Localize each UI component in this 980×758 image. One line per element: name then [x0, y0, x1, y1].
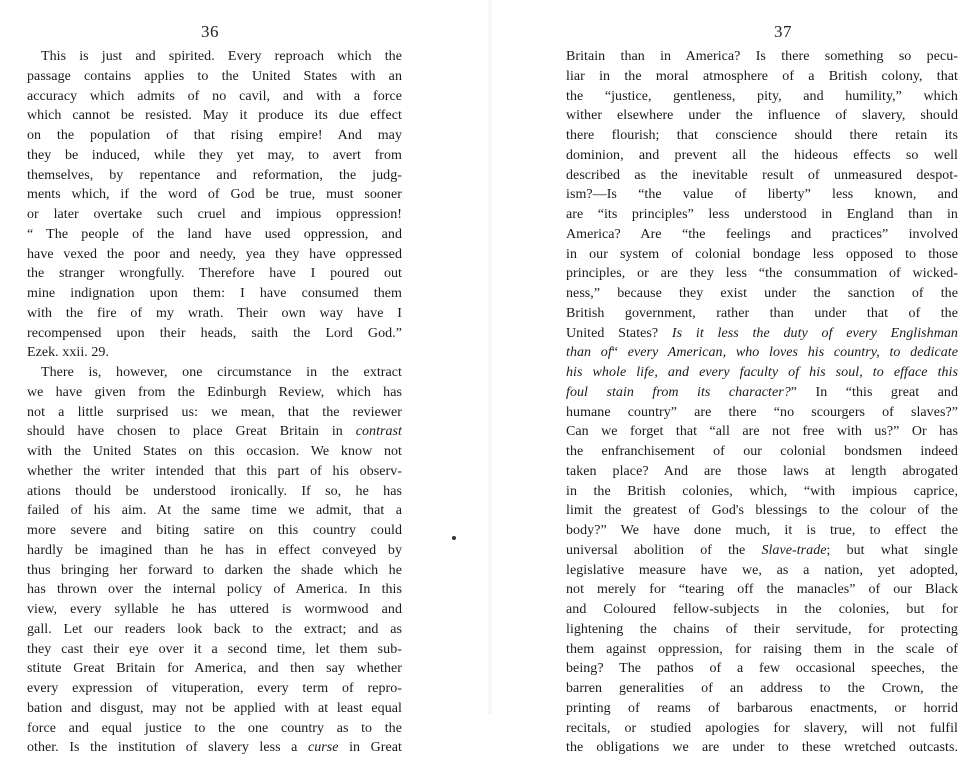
right-text-line: [566, 363, 958, 383]
left-text-line: every expression of vituperation, every term of repro-: [27, 681, 402, 696]
italic-text-run: than of: [566, 345, 612, 361]
right-text-line: the “justice, gentleness, pity, and humility,” which: [566, 88, 958, 104]
italic-text-run: foul stain from its character?: [566, 384, 791, 400]
left-text-line: passage contains applies to the United States with an: [27, 68, 402, 84]
left-text-line: gall. Let our readers look back to the extract; and as: [27, 621, 402, 637]
left-text-line: which cannot be resisted. May it produce its due effect: [27, 108, 402, 124]
right-text-line: there flourish; that conscience should there retain its: [566, 128, 958, 143]
right-text-line: them against oppression, for raising them in the scale of: [566, 641, 958, 657]
text-run: United States?: [566, 325, 672, 341]
right-text-line: barren generalities of an address to the Crown, the: [566, 681, 958, 696]
left-text-line: thus bringing her forward to darken the shade which he: [27, 562, 402, 578]
text-run: should have chosen to place Great Britain in: [27, 424, 356, 440]
left-text-line: This is just and spirited. Every reproach which the: [41, 49, 402, 64]
italic-text-run: every American, who loves his country, to dedicate: [627, 345, 958, 361]
left-text-line: There is, however, one circumstance in the extract: [41, 365, 402, 380]
right-text-line: the obligations we are under to these wretched outcasts.: [566, 740, 958, 756]
text-run: ; but what single: [826, 542, 958, 558]
left-text-line: has thrown over the internal policy of America. In this: [27, 582, 402, 598]
right-text-line: Can we forget that “all are not free with us?” Or has: [566, 424, 958, 440]
left-page: [0, 0, 490, 756]
text-run: other. Is the institution of slavery less a: [27, 740, 308, 756]
left-text-line: not a little surprised us: we mean, that the reviewer: [27, 404, 402, 420]
left-text-line: the stranger wrongfully. Therefore have I poured out: [27, 266, 402, 282]
right-text-line: principles, or are they less “the consummation of wicked-: [566, 266, 958, 282]
left-text-line: [27, 422, 402, 442]
right-text-line: ness,” because they exist under the sanction of the: [566, 286, 958, 301]
right-text-line: not merely for “tearing off the manacles” of our Black: [566, 582, 958, 598]
right-text-line: [566, 324, 958, 344]
right-text-line: [566, 383, 958, 403]
left-text-line: bation and disgust, may not be applied with at least equal: [27, 700, 402, 716]
text-run: in Great: [338, 740, 402, 756]
right-text-line: British government, rather than under that of the: [566, 305, 958, 321]
right-text-line: America? Are “the feelings and practices” involved: [566, 226, 958, 242]
left-text-line: [27, 738, 402, 758]
right-text-line: humane country” are there “no scourgers of slaves?”: [566, 404, 958, 420]
left-text-line: mine indignation upon them: I have consumed them: [27, 286, 402, 301]
left-text-line: have vexed the poor and needy, yea they have oppressed: [27, 246, 402, 262]
ink-speck: [452, 536, 456, 540]
right-text-line: lightening the chains of their servitude, for protecting: [566, 621, 958, 637]
left-text-line: failed of his aim. At the same time we admit, that a: [27, 503, 402, 519]
right-text-line: in the British colonies, which, “with impious caprice,: [566, 483, 958, 499]
italic-text-run: contrast: [355, 424, 402, 440]
right-text-line: printing of reams of barbarous enactments, or horrid: [566, 700, 958, 716]
italic-text-run: Is it less the duty of every Englishman: [671, 325, 958, 341]
right-text-line: legislative measure have we, as a nation, yet adopted,: [566, 562, 958, 578]
left-text-line: they be induced, while they yet may, to avert from: [27, 147, 402, 163]
text-run: “: [611, 345, 628, 361]
left-text-line: more severe and biting satire on this country could: [27, 523, 402, 538]
left-text-line: whether the writer intended that this part of his observ-: [27, 463, 402, 479]
left-text-line: themselves, by repentance and reformation, the judg-: [27, 167, 402, 183]
text-run: universal abolition of the: [566, 542, 762, 558]
right-text-line: liar in the moral atmosphere of a British colony, that: [566, 68, 958, 84]
right-text-line: dominion, and prevent all the hideous effects so well: [566, 147, 958, 163]
left-text-line: on the population of that rising empire! And may: [27, 128, 402, 143]
left-text-line: hardly be imagined than he has in effect conveyed by: [27, 542, 402, 558]
right-text-line: taken place? And are those laws at length abrogated: [566, 463, 958, 479]
left-text-line: ments which, if the word of God be true, must sooner: [27, 187, 402, 203]
left-text-line: view, every syllable he has uttered is wormwood and: [27, 602, 402, 617]
page-number-left: 36: [201, 22, 219, 41]
left-text-line: “ The people of the land have used oppression, and: [27, 226, 402, 242]
left-text-line: recompensed upon their heads, saith the Lord God.”: [27, 325, 402, 341]
right-text-line: recitals, or studied apologies for slavery, will not fulfil: [566, 720, 958, 736]
right-text-line: [566, 343, 958, 363]
right-page: [490, 0, 980, 756]
left-text-line: accuracy which admits of no cavil, and with a force: [27, 88, 402, 104]
right-text-line: and Coloured fellow-subjects in the colonies, but for: [566, 602, 958, 617]
right-text-line: being? The pathos of a few occasional speeches, the: [566, 661, 958, 677]
left-text-line: stitute Great Britain for America, and then say whether: [27, 661, 402, 677]
left-text-line: they cast their eye over it a second time, let them sub-: [27, 641, 402, 657]
left-text-line: or later overtake such cruel and impious oppression!: [27, 207, 402, 222]
left-page-body: [27, 47, 402, 758]
text-run: ” In “this great and: [790, 384, 959, 400]
right-text-line: Britain than in America? Is there something so pecu-: [566, 49, 958, 64]
left-text-line: with the United States on this occasion. We know not: [27, 444, 402, 459]
italic-text-run: curse: [307, 740, 339, 756]
italic-text-run: Slave-trade: [761, 542, 827, 558]
right-text-line: described as the inevitable result of unmeasured despot-: [566, 167, 958, 183]
italic-text-run: his whole life, and every faculty of his soul, to efface this: [566, 365, 958, 380]
left-text-line: ations thould be understood ironically. If so, he has: [27, 483, 402, 499]
left-text-line: Ezek. xxii. 29.: [27, 345, 110, 361]
page-number-right: 37: [774, 22, 792, 41]
right-text-line: in our system of colonial bondage less opposed to those: [566, 246, 958, 262]
right-text-line: wither elsewhere under the influence of slavery, should: [566, 108, 958, 124]
right-text-line: ism?—Is “the value of liberty” less known, and: [566, 187, 958, 203]
right-page-body: [566, 47, 958, 758]
right-text-line: [566, 541, 958, 561]
left-text-line: force and equal justice to the one country as to the: [27, 720, 402, 736]
right-text-line: the enfranchisement of our colonial bondsmen indeed: [566, 444, 958, 459]
right-text-line: body?” We have done much, it is true, to effect the: [566, 523, 958, 538]
left-text-line: we have given from the Edinburgh Review, which has: [27, 384, 402, 400]
right-text-line: are “its principles” less understood in England than in: [566, 207, 958, 222]
left-text-line: with the fire of my wrath. Their own way have I: [27, 305, 402, 321]
right-text-line: limit the greatest of God's blessings to the colour of the: [566, 503, 958, 519]
